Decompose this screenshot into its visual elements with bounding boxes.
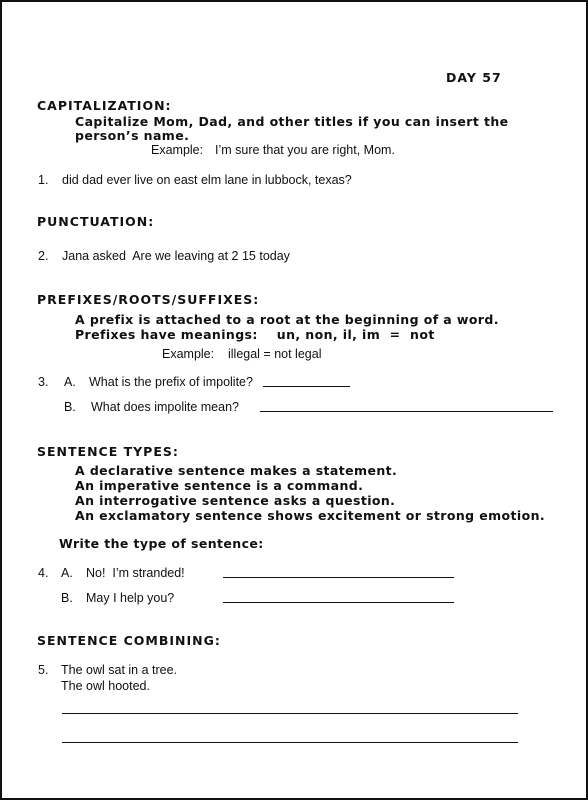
sentence-types-rule-line4: An exclamatory sentence shows excitement or strong emotion.	[75, 508, 546, 523]
prefixes-rule-line1: A prefix is attached to a root at the beginning of a word.	[75, 312, 499, 327]
sentence-types-rule-line2: An imperative sentence is a command.	[75, 478, 364, 493]
answer-line-4a[interactable]	[223, 577, 454, 578]
question-2-number: 2.	[38, 249, 49, 263]
sentence-combining-heading: SENTENCE COMBINING:	[37, 633, 221, 648]
day-label: DAY 57	[446, 70, 502, 85]
question-5-line1: The owl sat in a tree.	[61, 663, 178, 677]
sentence-types-heading: SENTENCE TYPES:	[37, 444, 179, 459]
question-4b-text: May I help you?	[86, 591, 175, 605]
question-4b-label: B.	[61, 591, 73, 605]
prefixes-example-text: illegal = not legal	[228, 347, 322, 361]
question-5-number: 5.	[38, 663, 49, 677]
capitalization-rule-line1: Capitalize Mom, Dad, and other titles if you can insert the	[75, 114, 509, 129]
question-3a-label: A.	[64, 375, 76, 389]
answer-line-4b[interactable]	[223, 602, 454, 603]
question-1-number: 1.	[38, 173, 49, 187]
prefixes-heading: PREFIXES/ROOTS/SUFFIXES:	[37, 292, 260, 307]
sentence-types-rule-line1: A declarative sentence makes a statement.	[75, 463, 398, 478]
question-4a-text: No! I’m stranded!	[86, 566, 185, 580]
sentence-types-instruction: Write the type of sentence:	[59, 536, 264, 551]
capitalization-heading: CAPITALIZATION:	[37, 98, 172, 113]
prefixes-rule-line2: Prefixes have meanings: un, non, il, im = not	[75, 327, 435, 342]
question-3b-text: What does impolite mean?	[91, 400, 239, 414]
question-4-number: 4.	[38, 566, 49, 580]
answer-line-5a[interactable]	[62, 713, 518, 714]
capitalization-example-label: Example:	[151, 143, 204, 157]
question-5-line2: The owl hooted.	[61, 679, 150, 693]
answer-line-5b[interactable]	[62, 742, 518, 743]
question-3a-text: What is the prefix of impolite?	[89, 375, 253, 389]
question-3b-label: B.	[64, 400, 76, 414]
punctuation-heading: PUNCTUATION:	[37, 214, 155, 229]
question-2-text[interactable]: Jana asked Are we leaving at 2 15 today	[62, 249, 290, 263]
answer-line-3a[interactable]	[263, 386, 350, 387]
capitalization-example-text: I’m sure that you are right, Mom.	[215, 143, 395, 157]
sentence-types-rule-line3: An interrogative sentence asks a question.	[75, 493, 396, 508]
question-4a-label: A.	[61, 566, 73, 580]
prefixes-example-label: Example:	[162, 347, 215, 361]
question-1-text[interactable]: did dad ever live on east elm lane in lubbock, texas?	[62, 173, 352, 187]
capitalization-rule-line2: person’s name.	[75, 128, 190, 143]
answer-line-3b[interactable]	[260, 411, 553, 412]
question-3-number: 3.	[38, 375, 49, 389]
